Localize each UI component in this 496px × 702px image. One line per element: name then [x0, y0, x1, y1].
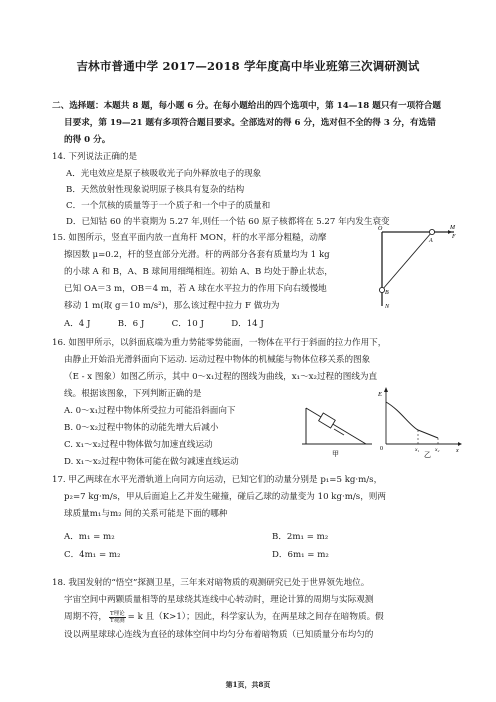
q16-label-origin: 0 — [380, 446, 383, 452]
q15-label-a: A — [429, 238, 433, 244]
q18-line3-end: = k 且（K>1）；因此，科学家认为，在两星球之间存在暗物质。假 — [127, 612, 384, 622]
q16-option-b: B. 0～x₂过程中物体的动能先增大后减小 — [64, 423, 219, 433]
q15-label-n: N — [385, 304, 390, 310]
q14-stem: 14. 下列说法正确的是 — [52, 152, 138, 162]
q14-option-c: C．一个氘核的质量等于一个质子和一个中子的质量和 — [66, 201, 271, 211]
q16-line3: （E - x 图象）如图乙所示，其中 0～x₁过程的图线为曲线，x₁～x₂过程的图线为直 — [64, 372, 378, 382]
section-instruction-line3: 的得 0 分。 — [64, 135, 111, 145]
q16-label-e: E — [378, 391, 382, 398]
q17-option-c: C．4m₁ = m₂ — [64, 550, 121, 560]
q16-option-a: A. 0～x₁过程中物体所受拉力可能沿斜面向下 — [64, 406, 236, 416]
q15-figure — [378, 224, 458, 310]
q17-option-b: B．2m₁ = m₂ — [272, 532, 329, 542]
q14-option-a: A．光电效应是原子核吸收光子向外释放电子的现象 — [66, 169, 262, 179]
q14-option-b: B．天然放射性现象说明原子核具有复杂的结构 — [66, 185, 245, 195]
q17-option-a: A．m₁ = m₂ — [64, 532, 115, 542]
q16-label-x1: x₁ — [415, 447, 420, 453]
q18-line1: 18. 我国发射的“悟空”探测卫星，三年来对暗物质的观测研究已处于世界领先地位。 — [52, 578, 370, 588]
section-instruction-line1: 二、选择题：本题共 8 题，每小题 6 分。在每小题给出的四个选项中，第 14—18 题只有一项符合题 — [52, 101, 441, 111]
q16-option-c: C. x₁～x₂过程中物体做匀加速直线运动 — [64, 440, 213, 450]
q16-line1: 16. 如图甲所示，以斜面底端为重力势能零势能面，一物体在平行于斜面的拉力作用下， — [52, 338, 387, 348]
q15-label-m: M — [450, 225, 455, 231]
q15-line4: 已知 OA＝3 m，OB＝4 m，若 A 球在水平拉力的作用下向右缓慢地 — [64, 284, 327, 294]
page-title: 吉林市普通中学 2017—2018 学年度高中毕业班第三次调研测试 — [76, 59, 420, 73]
q15-line5: 移动 1 m(取 g＝10 m/s²)，那么该过程中拉力 F 做功为 — [64, 301, 280, 311]
q16-line2: 由静止开始沿光滑斜面向下运动. 运动过程中物体的机械能与物体位移关系的图象 — [64, 355, 371, 365]
q17-line1: 17. 甲乙两球在水平光滑轨道上向同方向运动，已知它们的动量分别是 p₁=5 kg·m/s， — [52, 475, 383, 485]
fraction-numerator: T理论 — [109, 610, 125, 617]
fraction-denominator: T观测 — [109, 618, 125, 624]
section-instruction-line2: 目要求，第 19—21 题有多项符合题目要求。全部选对的得 6 分，选对但不全的得 3 分，有选错 — [64, 118, 436, 128]
q17-line3: 球质量m₁与m₂ 间的关系可能是下面的哪种 — [64, 509, 228, 519]
q15-line1: 15. 如图所示，竖直平面内放一直角杆 MON，杆的水平部分粗糙，动摩 — [52, 233, 327, 243]
q15-label-f: F — [452, 234, 456, 240]
q17-option-d: D．6m₁ = m₂ — [272, 550, 329, 560]
q18-line2: 宇宙空间中两颗质量相等的星球绕其连线中心转动时，理论计算的周期与实际观测 — [64, 595, 374, 605]
q17-line2: p₂=7 kg·m/s，甲从后面追上乙并发生碰撞，碰后乙球的动量变为 10 kg·m/s，则两 — [64, 492, 386, 502]
q16-label-x2: x₂ — [435, 447, 440, 453]
q16-label-jia: 甲 — [332, 450, 339, 458]
q15-options: A．4 J B．6 J C．10 J D．14 J — [64, 319, 264, 329]
q16-figure-jia — [300, 398, 374, 460]
q18-line4: 设以两星球球心连线为直径的球体空间中均匀分布着暗物质（已知质量分布均匀的 — [64, 630, 374, 640]
q16-label-x: x — [456, 448, 459, 454]
q18-line3 — [64, 609, 384, 626]
q18-line3-start: 周期不符， — [64, 612, 107, 622]
q15-line2: 擦因数 μ=0.2，杆的竖直部分光滑。杆的两部分各套有质量均为 1 kg — [64, 250, 330, 260]
q15-line3: 的小球 A 和 B，A、B 球间用细绳相连。初始 A、B 均处于静止状态， — [64, 267, 333, 277]
incline-diagram — [300, 398, 374, 460]
q15-label-o: O — [378, 226, 383, 232]
q15-label-b: B — [385, 290, 389, 296]
q16-option-d: D. x₁～x₂过程中物体可能在做匀减速直线运动 — [64, 457, 239, 467]
energy-displacement-graph — [378, 386, 462, 458]
q16-label-yi: 乙 — [424, 451, 431, 458]
page-footer: 第1页，共8页 — [225, 680, 271, 689]
q14-option-d: D．已知钴 60 的半衰期为 5.27 年,则任一个钴 60 原子核都将在 5.27 年内发生衰变 — [66, 217, 390, 227]
right-angle-rod-diagram — [378, 224, 458, 310]
q16-figure-yi — [378, 386, 462, 458]
period-ratio-fraction — [109, 611, 126, 625]
q16-line4: 线。根据该图象，下列判断正确的是 — [64, 389, 202, 399]
